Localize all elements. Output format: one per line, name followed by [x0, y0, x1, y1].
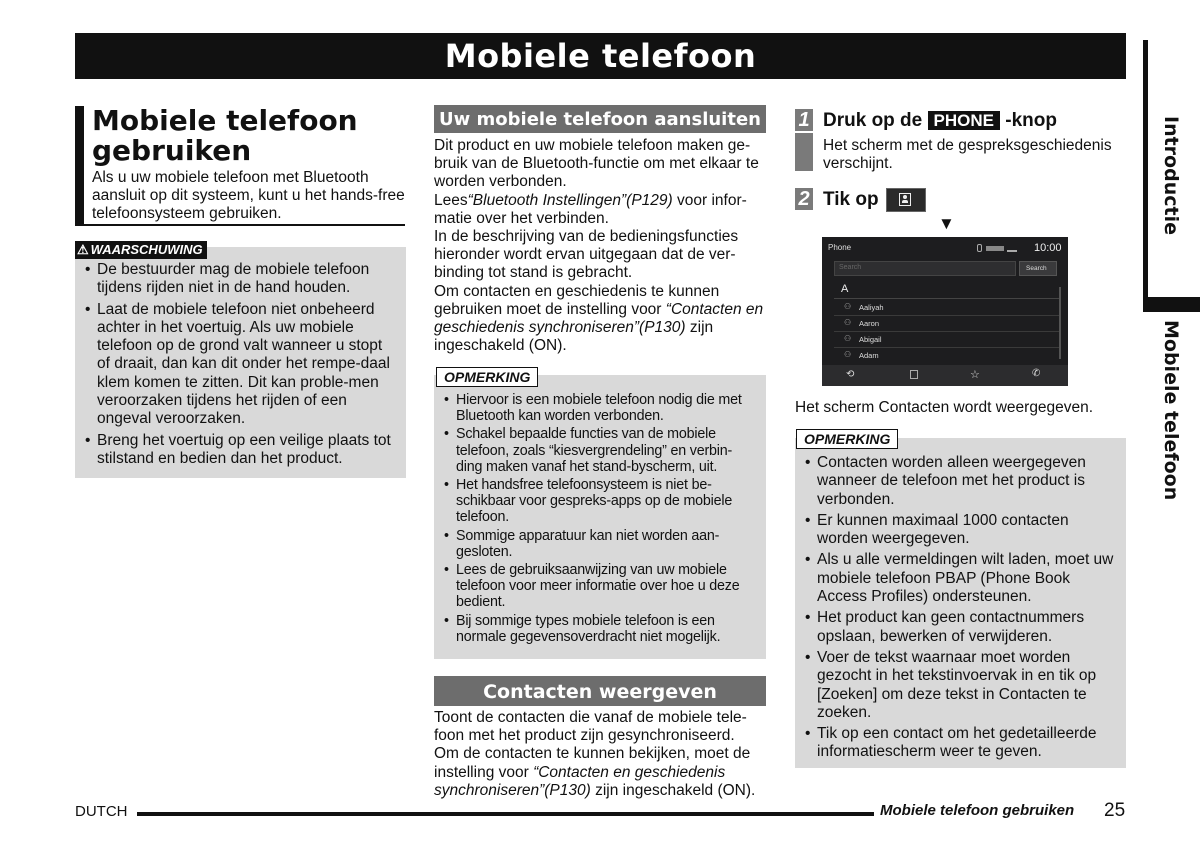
list-item: • Bij sommige types mobiele telefoon is een normale gegevensoverdracht niet mogelijk.: [444, 613, 756, 645]
side-tab-divider: [1143, 297, 1200, 312]
page-title: Mobiele telefoon: [444, 37, 757, 75]
section-intro: Als u uw mobiele telefoon met Bluetooth aansluit op dit systeem, kunt u het hands-free telefoonsysteem gebruiken.: [92, 169, 405, 222]
person-icon: ⚇: [844, 350, 852, 359]
list-item: • Tik op een contact om het gedetailleerde informatiescherm weer te geven.: [805, 725, 1118, 762]
subheading-contacts: Contacten weergeven: [434, 676, 766, 706]
side-tab-mobiele-telefoon[interactable]: Mobiele telefoon: [1160, 320, 1182, 501]
warning-list: [85, 261, 398, 468]
list-item: • Het product kan geen contactnummers opslaan, bewerken of verwijderen.: [805, 609, 1118, 646]
scrollbar[interactable]: [1059, 287, 1061, 359]
list-item: • Voer de tekst waarnaar moet worden gezocht in het tekstinvoervak in en tik op [Zoeken] om deze tekst in Contacten te zoeken.: [805, 649, 1118, 722]
list-item: • Schakel bepaalde functies van de mobiele telefoon, zoals “kiesvergrendeling” en verbin-ding maken vanaf het stand-byscherm, uit.: [444, 426, 756, 475]
down-arrow-icon: ▼: [938, 214, 955, 233]
list-item: • Sommige apparatuur kan niet worden aan-gesloten.: [444, 528, 756, 560]
list-item: • Laat de mobiele telefoon niet onbeheerd achter in het voertuig. Als uw mobiele telefoon op de grond valt wanneer u stopt of draait, dan kan dit onder het rempe-daal klem komen te zitten. Dit kan proble-men veroorzaken tijdens het rijden of een ongeval veroorzaken.: [85, 301, 398, 429]
contacts-tab-icon[interactable]: [910, 370, 918, 379]
search-button[interactable]: Search: [1019, 261, 1057, 276]
bluetooth-icon: [977, 244, 982, 252]
favorites-icon[interactable]: ☆: [970, 369, 980, 381]
connect-body: [434, 137, 766, 355]
list-item: • Als u alle vermeldingen wilt laden, moet uw mobiele telefoon PBAP (Phone Book Access Profiles) ondersteunen.: [805, 551, 1118, 606]
side-tab-introductie[interactable]: Introductie: [1160, 116, 1182, 235]
warning-label: ⚠ WAARSCHUWING: [75, 241, 207, 259]
person-icon: ⚇: [844, 318, 852, 327]
link-sync-settings[interactable]: “Contacten en geschiedenis synchroniseren”(P130): [434, 763, 726, 799]
list-item: • Er kunnen maximaal 1000 contacten worden weergegeven.: [805, 512, 1118, 549]
link-bluetooth-settings[interactable]: “Bluetooth Instellingen”(P129): [467, 191, 673, 209]
subheading-connect: Uw mobiele telefoon aansluiten: [434, 105, 766, 133]
list-item: • Lees de gebruiksaanwijzing van uw mobiele telefoon voor meer informatie over hoe u deze bedient.: [444, 562, 756, 611]
person-icon: ⚇: [844, 302, 852, 311]
contacts-body: [434, 709, 766, 800]
paragraph: Dit product en uw mobiele telefoon maken ge-bruik van de Bluetooth-functie om met elkaar te worden verbonden.: [434, 137, 759, 191]
note-list: [805, 454, 1118, 762]
note-label: OPMERKING: [796, 429, 898, 449]
step-bar: [795, 133, 813, 171]
footer-language: DUTCH: [75, 803, 128, 820]
contacts-book-icon: [899, 193, 911, 206]
list-item: • Contacten worden alleen weergegeven wanneer de telefoon met het product is verbonden.: [805, 454, 1118, 509]
step-number-1: 1: [795, 109, 813, 131]
warning-box: [75, 247, 406, 478]
paragraph: Om de contacten te kunnen bekijken, moet de instelling voor “Contacten en geschiedenis synchroniseren”(P130) zijn ingeschakeld (ON).: [434, 745, 756, 799]
phone-button[interactable]: PHONE: [928, 111, 1000, 130]
link-sync-settings[interactable]: “Contacten en geschiedenis synchroniseren”(P130): [434, 300, 764, 337]
warning-triangle-icon: ⚠: [77, 242, 89, 257]
battery-icon: [986, 246, 1004, 251]
step1-description: Het scherm met de gespreksgeschiedenis verschijnt.: [823, 137, 1112, 172]
footer-rule: [137, 812, 874, 816]
search-input[interactable]: Search: [834, 261, 1016, 276]
paragraph: Lees“Bluetooth Instellingen”(P129) voor infor-matie over het verbinden.: [434, 191, 747, 227]
note-label: OPMERKING: [436, 367, 538, 387]
history-icon[interactable]: ⟲: [846, 369, 855, 380]
list-item: • De bestuurder mag de mobiele telefoon tijdens rijden niet in de hand houden.: [85, 261, 398, 298]
page-header: [75, 33, 1126, 79]
note-box-connect: [434, 375, 766, 659]
contacts-caption: Het scherm Contacten wordt weergegeven.: [795, 399, 1094, 416]
screen-bottom-bar: [822, 365, 1068, 386]
signal-icon: [1007, 244, 1017, 252]
section-mobile-phone-usage: [75, 106, 405, 226]
list-item: • Breng het voertuig op een veilige plaats tot stilstand en bedien dan het product.: [85, 432, 398, 469]
footer-section: Mobiele telefoon gebruiken: [880, 802, 1075, 819]
paragraph: Toont de contacten die vanaf de mobiele tele-foon met het product zijn gesynchroniseerd.: [434, 709, 747, 745]
list-item: • Hiervoor is een mobiele telefoon nodig die met Bluetooth kan worden verbonden.: [444, 392, 756, 424]
contact-row[interactable]: ⚇ Adam: [844, 350, 879, 360]
page-number: 25: [1104, 800, 1126, 821]
section-title: Mobiele telefoon gebruiken: [92, 104, 358, 167]
step-number-2: 2: [795, 188, 813, 210]
note-box-contacts: [795, 438, 1126, 768]
contact-row[interactable]: ⚇ Aaliyah: [834, 299, 1060, 316]
list-item: • Het handsfree telefoonsysteem is niet be-schikbaar voor gespreks-apps op de mobiele telefoon.: [444, 477, 756, 526]
step1-title: Druk op de PHONE -knop: [823, 110, 1057, 131]
contact-row[interactable]: ⚇ Abigail: [834, 331, 1060, 348]
dial-icon[interactable]: ✆: [1032, 368, 1041, 379]
screen-title: Phone: [828, 243, 852, 252]
phone-contacts-screen: [822, 237, 1068, 386]
paragraph: In de beschrijving van de bedieningsfuncties hieronder wordt ervan uitgegaan dat de ver-binding tot stand is gebracht.: [434, 228, 739, 282]
index-letter: A: [841, 283, 849, 295]
paragraph: Om contacten en geschiedenis te kunnen gebruiken moet de instelling voor “Contacten en geschiedenis synchroniseren”(P130) zijn ingeschakeld (ON).: [434, 282, 764, 355]
note-list: [444, 392, 756, 645]
contact-row[interactable]: ⚇ Aaron: [834, 315, 1060, 332]
person-icon: ⚇: [844, 334, 852, 343]
side-tab-bar: [1143, 40, 1148, 302]
step2-title: Tik op: [823, 189, 879, 210]
screen-time: 10:00: [1034, 242, 1062, 254]
contacts-button[interactable]: [886, 188, 926, 212]
